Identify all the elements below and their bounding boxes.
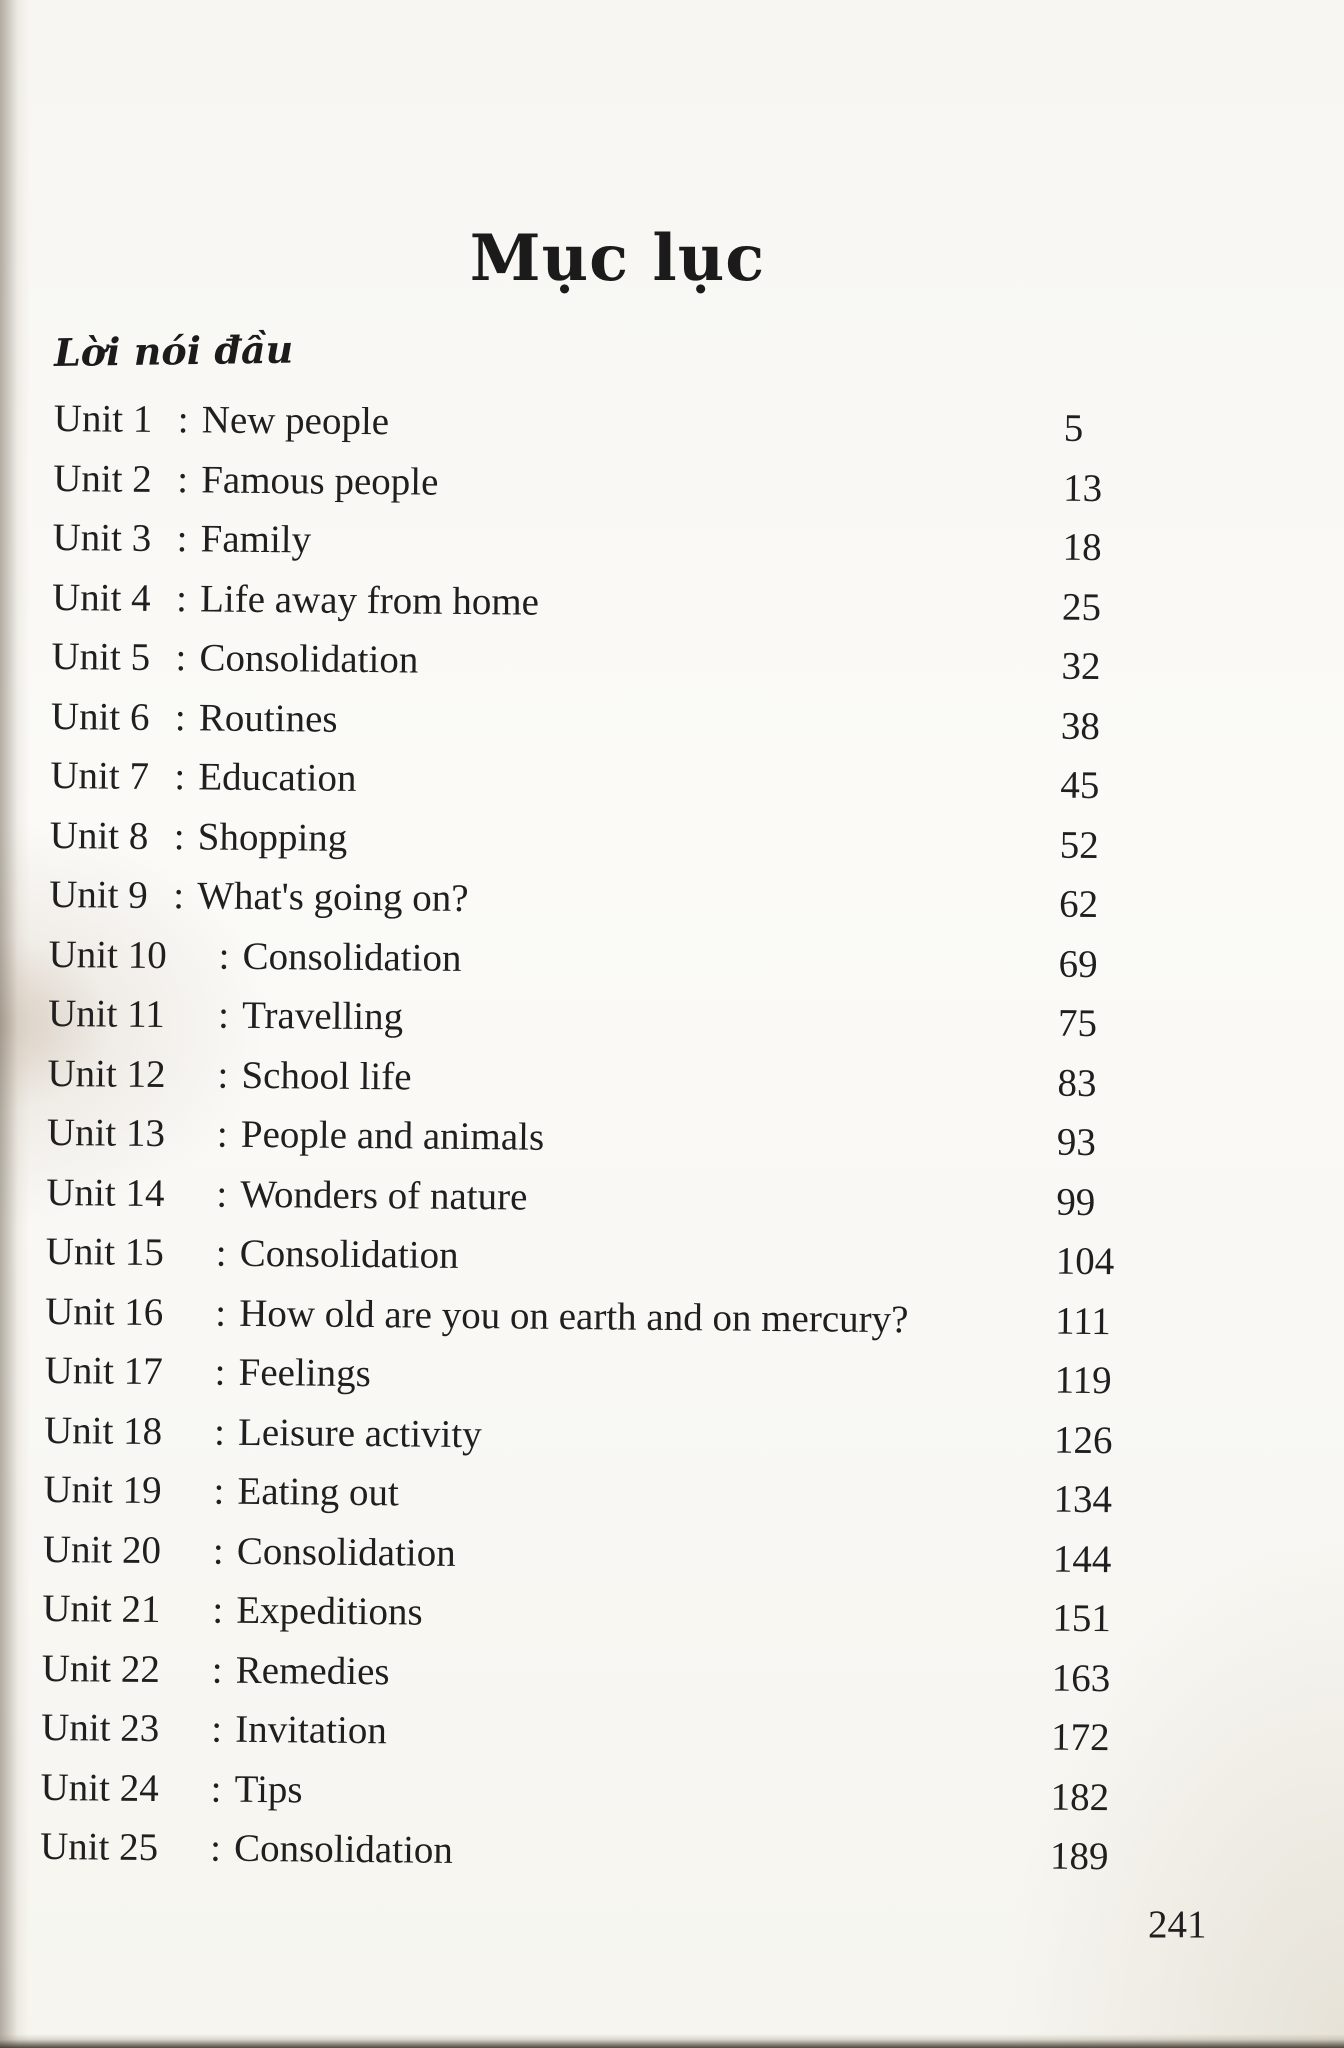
page-binding-shadow (0, 0, 30, 2048)
toc-entry (51, 693, 1152, 763)
toc-entry-unit: Unit 8 (49, 813, 149, 858)
toc-entry-unit: Unit 4 (51, 575, 151, 620)
toc-entry-page: 69 (1058, 942, 1098, 986)
toc-entry-separator: : (215, 1231, 227, 1275)
toc-entry-separator: : (177, 457, 189, 501)
toc-entry-unit: Unit 23 (41, 1705, 160, 1751)
toc-entry-title: Leisure activity (237, 1410, 482, 1456)
toc-entry (46, 1169, 1147, 1239)
toc-entry-separator: : (175, 576, 188, 620)
toc-entry-title: Expeditions (236, 1588, 423, 1634)
toc-entry-title: Travelling (241, 993, 404, 1039)
toc-entry-separator: : (210, 1767, 222, 1811)
toc-entry (43, 1526, 1144, 1596)
toc-entry-title: Education (198, 755, 357, 800)
toc-entry-title: New people (201, 398, 390, 444)
toc-entry-title: How old are you on earth and on mercury? (239, 1291, 909, 1341)
toc-entry (45, 1288, 1146, 1358)
toc-entry-unit: Unit 7 (50, 753, 150, 798)
toc-entry-unit: Unit 11 (47, 991, 165, 1037)
toc-entry-title: Eating out (237, 1469, 400, 1515)
toc-entry-page: 5 (1063, 406, 1084, 450)
toc-entry (47, 1050, 1148, 1120)
toc-entry (43, 1467, 1144, 1537)
toc-entry-title: Family (200, 517, 312, 562)
toc-entry-title: Consolidation (199, 636, 419, 682)
toc-entry-title: Remedies (235, 1648, 390, 1693)
toc-entry-separator: : (213, 1469, 225, 1513)
toc-entry-separator: : (214, 1350, 226, 1394)
toc-entry-page: 119 (1054, 1358, 1112, 1403)
toc-entry-separator: : (174, 695, 186, 739)
toc-entry (44, 1348, 1145, 1418)
toc-entry (48, 991, 1149, 1061)
toc-entry-separator: : (213, 1410, 226, 1454)
toc-entry-unit: Unit 18 (43, 1408, 163, 1453)
toc-entry-separator: : (212, 1588, 224, 1632)
toc-entry-unit: Unit 14 (46, 1170, 165, 1215)
toc-entry-separator: : (211, 1648, 223, 1692)
toc-entry-unit: Unit 13 (46, 1110, 166, 1156)
toc-entry-page: 25 (1061, 585, 1102, 629)
toc-entry-separator: : (176, 517, 188, 561)
toc-entry-page: 45 (1060, 763, 1100, 808)
toc-entry-title: Routines (198, 695, 338, 741)
toc-entry-unit: Unit 21 (42, 1586, 161, 1632)
toc-entry (45, 1229, 1146, 1299)
toc-entry-page: 151 (1052, 1596, 1112, 1641)
toc-entry (50, 753, 1151, 823)
toc-entry-unit: Unit 16 (45, 1289, 164, 1334)
toc-entry-separator: : (211, 1707, 223, 1751)
toc-entry-separator: : (173, 874, 185, 918)
toc-entry-unit: Unit 15 (45, 1229, 165, 1275)
toc-entry-unit: Unit 9 (49, 872, 149, 917)
table-of-contents (40, 396, 1154, 1894)
toc-entry-page: 111 (1054, 1299, 1111, 1343)
toc-entry-title: Shopping (197, 814, 348, 860)
toc-entry-page: 126 (1053, 1418, 1113, 1462)
toc-entry-separator: : (175, 636, 187, 680)
toc-entry-unit: Unit 20 (42, 1527, 162, 1572)
toc-entry-page: 144 (1052, 1537, 1112, 1581)
toc-entry-page: 182 (1050, 1775, 1110, 1819)
toc-entry-separator: : (177, 398, 189, 442)
toc-entry-separator: : (217, 1053, 229, 1097)
toc-entry-separator: : (217, 993, 230, 1037)
toc-entry (52, 574, 1153, 644)
toc-entry (40, 1824, 1141, 1894)
toc-entry-title: Consolidation (233, 1826, 454, 1872)
toc-entry-title: School life (241, 1053, 412, 1098)
toc-entry (52, 515, 1153, 585)
toc-entry-unit: Unit 12 (47, 1051, 166, 1096)
toc-entry-page: 52 (1059, 823, 1099, 867)
toc-entry-separator: : (218, 934, 230, 978)
toc-entry-unit: Unit 24 (40, 1765, 159, 1810)
toc-entry-unit: Unit 17 (44, 1348, 163, 1394)
page-bottom-edge (0, 2034, 1344, 2048)
toc-entry-title: Consolidation (242, 934, 462, 980)
toc-entry (51, 634, 1152, 704)
toc-entry-page: 83 (1057, 1061, 1097, 1105)
toc-entry-title: Famous people (200, 457, 439, 504)
toc-entry (42, 1586, 1143, 1656)
toc-entry-page: 75 (1057, 1001, 1098, 1046)
toc-entry (40, 1764, 1141, 1834)
toc-entry-page: 163 (1051, 1656, 1111, 1700)
page-number: 241 (1148, 1903, 1207, 1946)
toc-entry-title: Feelings (238, 1350, 372, 1396)
toc-entry (44, 1407, 1145, 1477)
toc-entry-title: Invitation (235, 1707, 388, 1753)
toc-entry-unit: Unit 19 (43, 1467, 162, 1513)
toc-entry-page: 18 (1062, 525, 1102, 570)
toc-entry-page: 32 (1061, 644, 1101, 689)
toc-entry-page: 13 (1062, 466, 1103, 510)
toc-entry-page: 189 (1049, 1834, 1109, 1879)
toc-entry-title: Tips (234, 1767, 303, 1811)
toc-entry (48, 931, 1149, 1001)
toc-entry-unit: Unit 5 (51, 634, 151, 679)
toc-entry (41, 1705, 1142, 1775)
toc-entry (49, 812, 1150, 882)
toc-entry-title: What's going on? (197, 874, 469, 921)
toc-entry-title: Life away from home (199, 576, 540, 624)
toc-entry-unit: Unit 10 (48, 932, 167, 977)
toc-entry-unit: Unit 25 (39, 1824, 159, 1870)
toc-entry-title: People and animals (240, 1112, 545, 1159)
toc-entry-unit: Unit 22 (41, 1646, 161, 1691)
toc-entry-page: 134 (1053, 1477, 1113, 1522)
toc-entry-page: 172 (1050, 1715, 1110, 1760)
toc-entry (49, 872, 1150, 942)
toc-entry-separator: : (216, 1112, 228, 1156)
toc-entry-unit: Unit 6 (50, 694, 150, 739)
toc-entry (53, 455, 1154, 525)
toc-entry (41, 1645, 1142, 1715)
toc-entry-title: Consolidation (239, 1231, 459, 1277)
toc-entry-separator: : (173, 814, 185, 858)
toc-entry-title: Wonders of nature (240, 1172, 528, 1219)
toc-entry-separator: : (215, 1291, 227, 1335)
preface-heading: Lời nói đầu (53, 326, 294, 375)
toc-entry-title: Consolidation (236, 1529, 456, 1575)
toc-entry-unit: Unit 2 (53, 456, 153, 501)
toc-entry-page: 38 (1060, 704, 1101, 748)
toc-entry (47, 1110, 1148, 1180)
toc-entry-page: 93 (1056, 1120, 1097, 1165)
page-title: Mục lục (469, 220, 766, 296)
toc-entry-unit: Unit 3 (52, 515, 152, 560)
toc-entry-page: 62 (1058, 882, 1099, 927)
toc-entry-unit: Unit 1 (53, 396, 153, 441)
toc-entry-separator: : (216, 1172, 228, 1216)
toc-entry (53, 396, 1154, 466)
toc-entry-separator: : (212, 1529, 224, 1573)
toc-entry-page: 99 (1056, 1180, 1096, 1224)
toc-entry-separator: : (174, 755, 186, 799)
toc-entry-page: 104 (1055, 1239, 1115, 1284)
toc-entry-separator: : (209, 1826, 222, 1870)
